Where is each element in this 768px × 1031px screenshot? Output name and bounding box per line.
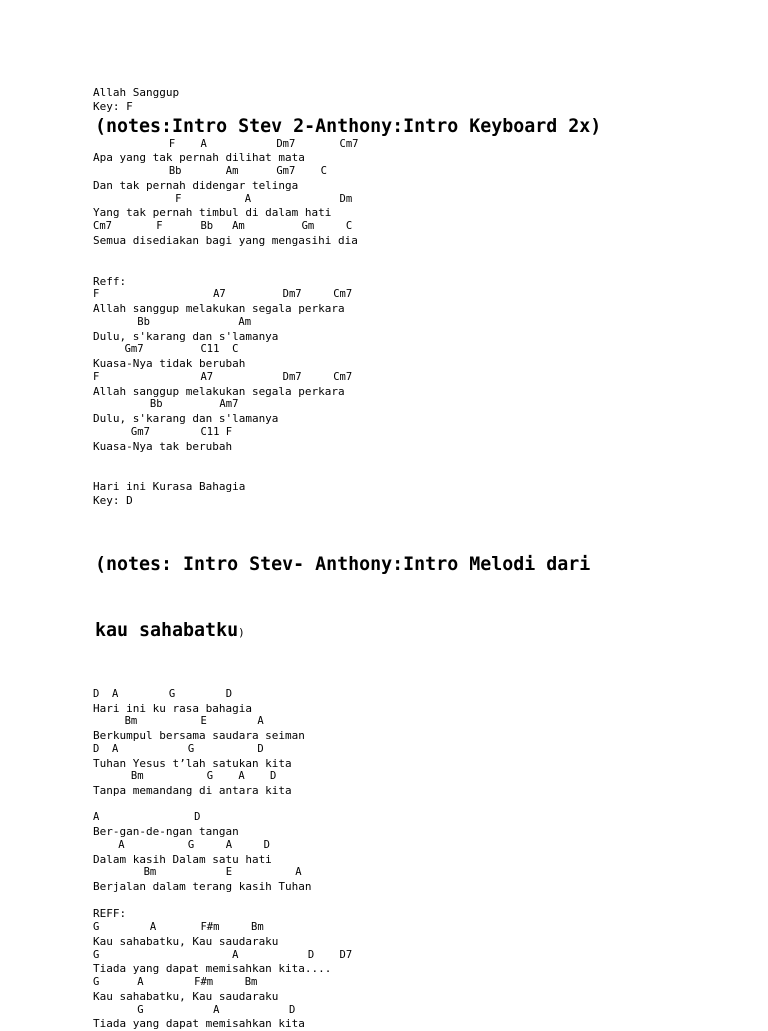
lyric-line: Kau sahabatku, Kau saudaraku	[93, 934, 279, 948]
chord-line: Bb Am	[93, 315, 252, 328]
performance-notes	[95, 510, 733, 688]
chord-line: D A G D	[93, 687, 233, 700]
chord-line: Bb Am7	[93, 398, 239, 411]
chord-line: G A F#m Bm	[93, 921, 264, 933]
lyric-line: Apa yang tak pernah dilihat mata	[93, 151, 305, 165]
chord-line: Gm7 C11 C	[93, 343, 239, 356]
lyric-line: Kuasa-Nya tak berubah	[93, 439, 233, 453]
chord-line: G A D	[93, 1003, 296, 1016]
performance-notes: (notes:Intro Stev 2-Anthony:Intro Keyboard 2x)	[95, 115, 602, 137]
lyric-line: Berkumpul bersama saudara seiman	[93, 729, 305, 742]
chord-line: F A Dm7 Cm7	[93, 137, 359, 150]
lyric-line: Dulu, s'karang dan s'lamanya	[93, 412, 279, 425]
chord-line: Cm7 F Bb Am Gm C	[93, 220, 353, 232]
lyric-line: Tuhan Yesus t’lah satukan kita	[93, 756, 292, 770]
lyric-line: Ber-gan-de-ngan tangan	[93, 825, 239, 838]
chord-line: Bb Am Gm7 C	[93, 165, 327, 177]
chord-line: Bm E A	[93, 715, 264, 728]
closing-paren: )	[238, 625, 245, 639]
lyric-line: Kau sahabatku, Kau saudaraku	[93, 989, 279, 1003]
chord-line: F A7 Dm7 Cm7	[93, 370, 353, 383]
lyric-line: Semua disediakan bagi yang mengasihi dia	[93, 233, 358, 247]
lyric-line: Yang tak pernah timbul di dalam hati	[93, 206, 332, 220]
performance-notes-text: kau sahabatku	[95, 619, 239, 641]
chord-line: F A7 Dm7 Cm7	[93, 288, 353, 301]
lyric-line: Tiada yang dapat memisahkan kita	[93, 1017, 305, 1031]
lyric-line: Allah sanggup melakukan segala perkara	[93, 302, 345, 315]
chord-line: G A F#m Bm	[93, 976, 258, 988]
chord-line: G A D D7	[93, 948, 353, 961]
section-spacer	[93, 798, 733, 812]
chord-line: Bm E A	[93, 866, 302, 879]
section-label-reff: REFF:	[93, 907, 127, 921]
lyric-line: Kuasa-Nya tidak berubah	[93, 357, 246, 370]
lyric-line: Tanpa memandang di antara kita	[93, 784, 292, 797]
chord-line: D A G D	[93, 742, 264, 755]
song-key: Key: F	[93, 99, 133, 113]
performance-notes-line: (notes: Intro Stev- Anthony:Intro Melodi dari	[95, 553, 591, 575]
chord-line: A D	[93, 811, 201, 824]
lyric-line: Tiada yang dapat memisahkan kita....	[93, 962, 332, 976]
section-spacer	[93, 248, 733, 275]
chord-line: Gm7 C11 F	[93, 425, 233, 438]
lyric-line: Dan tak pernah didengar telinga	[93, 178, 299, 192]
chord-line: Bm G A D	[93, 770, 277, 783]
lyric-line: Berjalan dalam terang kasih Tuhan	[93, 880, 312, 893]
section-spacer	[93, 894, 733, 908]
lyric-line: Dulu, s'karang dan s'lamanya	[93, 329, 279, 343]
chord-line: A G A D	[93, 838, 271, 851]
performance-notes-line	[95, 620, 733, 644]
section-label-reff: Reff:	[93, 274, 127, 288]
lyric-line: Allah sanggup melakukan segala perkara	[93, 384, 345, 398]
song-key: Key: D	[93, 494, 133, 507]
lyric-line: Hari ini ku rasa bahagia	[93, 701, 252, 715]
chord-line: F A Dm	[93, 192, 353, 205]
song-title: Hari ini Kurasa Bahagia	[93, 480, 246, 494]
song-title: Allah Sanggup	[93, 86, 180, 99]
chord-sheet-page	[93, 86, 733, 1031]
lyric-line: Dalam kasih Dalam satu hati	[93, 852, 272, 866]
section-spacer	[93, 453, 733, 480]
